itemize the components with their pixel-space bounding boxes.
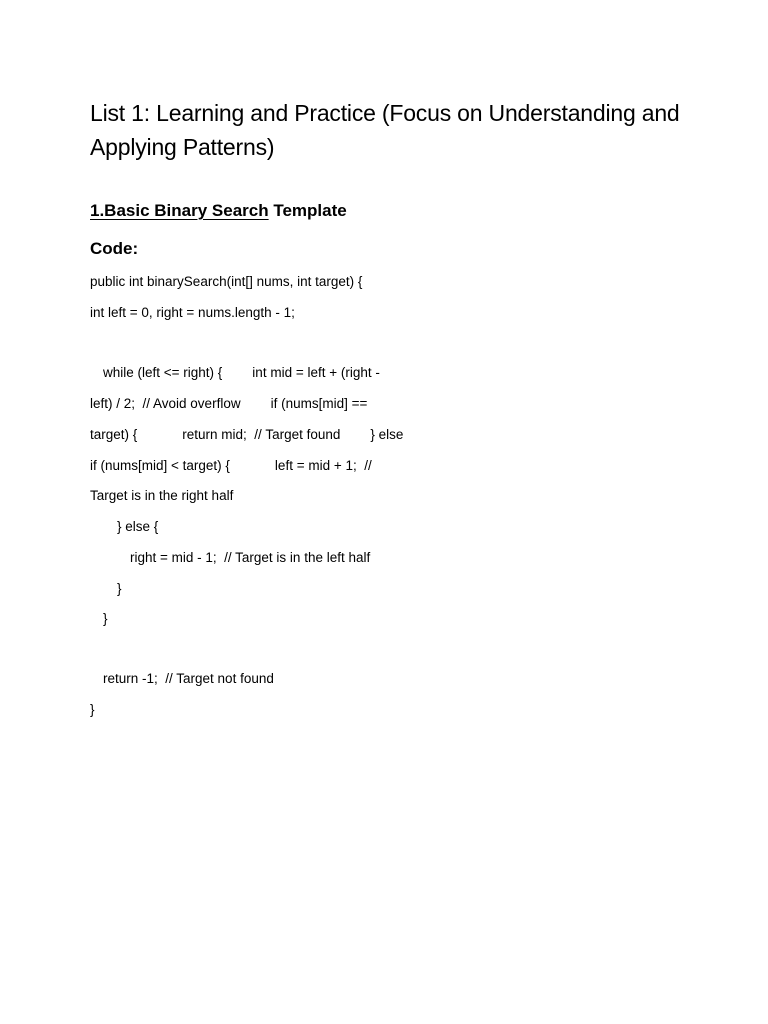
section-heading <box>90 199 347 223</box>
page-title: List 1: Learning and Practice (Focus on Understanding and Applying Patterns) <box>90 100 680 160</box>
section-heading-suffix: Template <box>268 201 347 220</box>
code-line: } <box>117 581 122 596</box>
code-line: public int binarySearch(int[] nums, int target) { <box>90 274 363 289</box>
code-line: return -1; // Target not found <box>103 671 274 686</box>
code-line: } <box>90 702 95 717</box>
code-line: right = mid - 1; // Target is in the left half <box>130 550 371 565</box>
code-line: int left = 0, right = nums.length - 1; <box>90 305 295 320</box>
code-line: while (left <= right) { int mid = left + (right - <box>103 365 380 380</box>
code-line: target) { return mid; // Target found } else <box>90 427 404 442</box>
code-label: Code: <box>90 239 139 258</box>
code-line: left) / 2; // Avoid overflow if (nums[mid] == <box>90 396 368 411</box>
code-line: } else { <box>117 519 159 534</box>
code-line: Target is in the right half <box>90 488 234 503</box>
code-line: } <box>103 611 108 626</box>
code-line: if (nums[mid] < target) { left = mid + 1; // <box>90 458 372 473</box>
section-heading-underlined: 1.Basic Binary Search <box>90 201 269 220</box>
